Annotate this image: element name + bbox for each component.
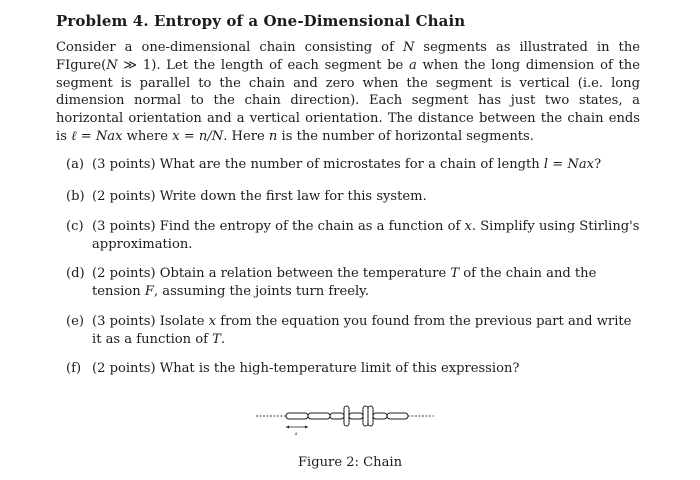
- question-text-part: =: [548, 157, 568, 172]
- question-text: [92, 313, 640, 348]
- math-N: N: [402, 40, 415, 55]
- math-T: T: [212, 331, 221, 347]
- chain-segment-horizontal: [349, 413, 363, 419]
- chain-figure: [250, 395, 450, 445]
- question-label: (b): [66, 189, 85, 204]
- math-n-over-N: n/N: [198, 128, 224, 144]
- question-text: [92, 156, 640, 174]
- question-label: (a): [66, 157, 85, 172]
- question-text: [92, 188, 640, 206]
- question-label: (c): [66, 219, 84, 234]
- chain-segment-horizontal: [286, 413, 308, 419]
- math-Nax: Nax: [95, 128, 123, 144]
- question-text: [92, 265, 640, 300]
- math-x: x: [464, 219, 472, 234]
- question-text-part: (2 points) What is the high-temperature limit of this expression?: [92, 361, 520, 376]
- figure-caption: Figure 2: Chain: [297, 455, 403, 470]
- math-N: N: [106, 57, 118, 73]
- math-F: F: [144, 283, 154, 299]
- problem-title: Problem 4. Entropy of a One-Dimensional Chain: [56, 12, 466, 30]
- question-text-part: (3 points) Find the entropy of the chain as a function of: [92, 219, 465, 234]
- math-x: x: [172, 128, 180, 144]
- arrowhead-right: [305, 426, 308, 429]
- chain-segment-vertical: [363, 406, 368, 426]
- intro-text: ≫ 1). Let the length of each segment be: [117, 57, 409, 73]
- math-T: T: [450, 266, 460, 281]
- chain-segment-horizontal: [308, 413, 330, 419]
- math-a: a: [408, 57, 417, 73]
- chain-segment-vertical: [368, 406, 373, 426]
- question-text: [92, 360, 640, 378]
- chain-segment-vertical: [344, 406, 349, 426]
- question-text-part: of the chain and the tension: [92, 266, 597, 299]
- question-a: [66, 156, 640, 174]
- chain-segment-horizontal: [373, 413, 387, 419]
- problem-intro: [56, 39, 640, 146]
- question-text-part: .: [220, 331, 226, 347]
- question-label: (e): [66, 314, 84, 329]
- intro-text: =: [179, 128, 199, 144]
- question-text-part: (2 points) Write down the first law for this system.: [92, 189, 427, 204]
- question-d: [66, 265, 640, 300]
- question-text: [92, 218, 640, 253]
- chain-segment-horizontal: [330, 413, 344, 419]
- intro-text: when the long dimension of the segment is parallel to the chain and zero when the segment is vertical (i.e. long dimension normal to the chain direction). Each segment has just two states, a horizontal orientation and a vertical orientation. The distance between the chain ends is: [56, 57, 640, 144]
- question-c: [66, 218, 640, 253]
- segment-length-label: a: [294, 431, 298, 437]
- math-x: x: [208, 314, 217, 329]
- question-label: (f): [66, 361, 82, 376]
- arrowhead-left: [286, 426, 289, 429]
- chain-segments: [286, 406, 408, 426]
- question-text-part: (2 points) Obtain a relation between the temperature: [92, 266, 451, 281]
- intro-text: . Here: [223, 128, 269, 144]
- intro-text: =: [76, 128, 96, 144]
- math-n: n: [268, 128, 278, 144]
- question-text-part: from the equation you found from the previous part and write it as a function of: [92, 314, 632, 347]
- question-text-part: (3 points) Isolate: [92, 314, 209, 329]
- question-label: (d): [66, 266, 85, 281]
- math-l: l: [543, 157, 549, 172]
- question-text-part: , assuming the joints turn freely.: [153, 283, 369, 299]
- intro-text: Consider a one-dimensional chain consisting of: [56, 40, 403, 55]
- math-ell: ℓ: [71, 128, 77, 144]
- question-e: [66, 313, 640, 348]
- intro-text: is the number of horizontal segments.: [277, 128, 534, 144]
- question-f: [66, 360, 640, 378]
- question-text-part: ?: [594, 157, 602, 172]
- math-Nax: Nax: [567, 157, 595, 172]
- intro-text: where: [122, 128, 173, 144]
- question-b: [66, 188, 640, 206]
- question-text-part: (3 points) What are the number of microstates for a chain of length: [92, 157, 544, 172]
- intro-text: segments as illustrated in the FIgure(: [56, 40, 640, 73]
- chain-segment-horizontal: [387, 413, 408, 419]
- question-text-part: . Simplify using Stirling's approximation.: [92, 219, 640, 252]
